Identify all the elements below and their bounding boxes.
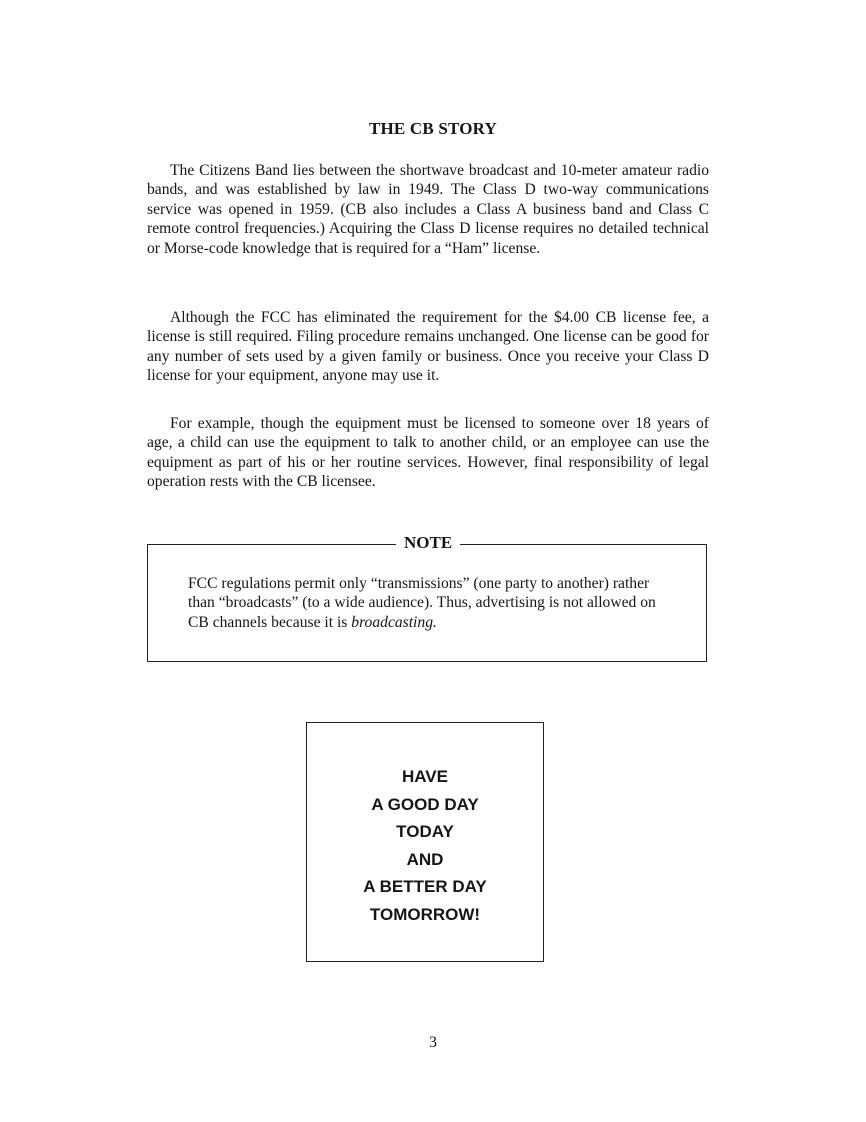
note-body: FCC regulations permit only “transmissions” (one party to another) rather than “broadcasts” (to a wide audience). Thus, advertising is not allowed on CB channels because it is (188, 575, 656, 631)
paragraph-text: For example, though the equipment must be licensed to someone over 18 years of age, a child can use the equipment to talk to another child, or an employee can use the equipment as part of his or her routine services. However, final responsibility of legal operation rests with the CB licensee. (147, 415, 709, 491)
paragraph-text: Although the FCC has eliminated the requirement for the $4.00 CB license fee, a license is still required. Filing procedure remains unchanged. One license can be good for any number of sets used by a given family or business. Once you receive your Class D license for your equipment, anyone may use it. (147, 309, 709, 385)
motto-box (306, 722, 544, 962)
note-label: NOTE (396, 532, 460, 554)
page-number: 3 (429, 1034, 437, 1051)
motto-line: A BETTER DAY (363, 877, 487, 896)
motto-line: AND (406, 849, 444, 869)
page-title: THE CB STORY (368, 119, 498, 138)
motto-line: TOMORROW! (369, 904, 481, 924)
note-text (188, 574, 673, 632)
motto-line: A GOOD DAY (371, 794, 479, 814)
motto-line: HAVE (402, 767, 448, 786)
motto-lines (307, 763, 543, 928)
motto-line: TODAY (396, 822, 454, 841)
paragraph-example (147, 414, 709, 492)
paragraph-license-fee (147, 308, 709, 386)
note-emphasis: broadcasting. (351, 613, 437, 631)
paragraph-text: The Citizens Band lies between the shortwave broadcast and 10-meter amateur radio bands, and was established by law in 1949. The Class D two-way communications service was opened in 1959. (CB also includes a Class A business band and Class C remote control frequencies.) Acquiring the Class D license requires no detailed technical or Morse-code knowledge that is required for a “Ham” license. (147, 162, 709, 257)
paragraph-citizens-band (147, 161, 709, 258)
note-box (147, 533, 707, 662)
